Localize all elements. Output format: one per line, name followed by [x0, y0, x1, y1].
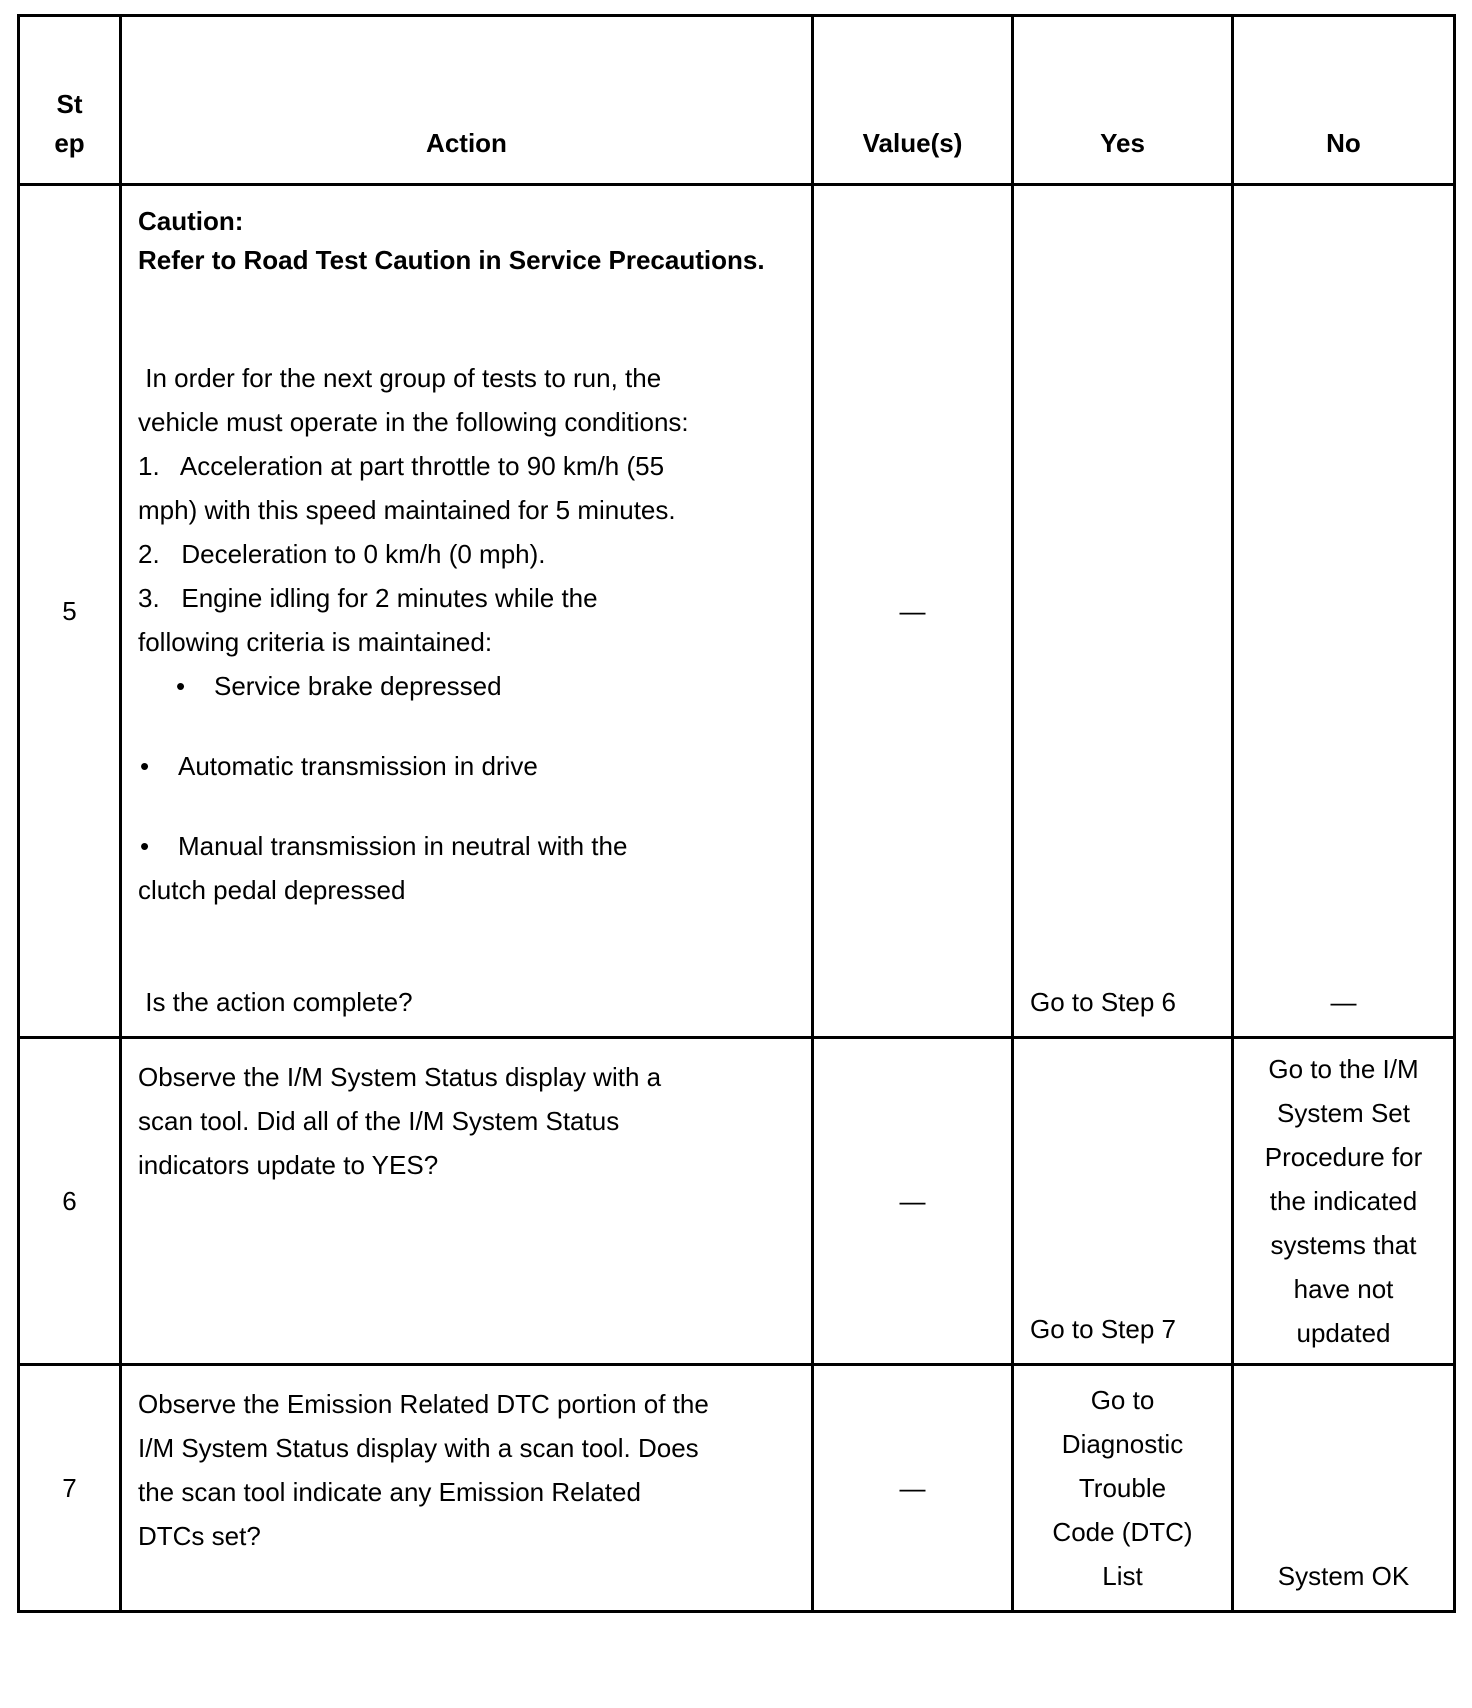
action-cell [121, 1365, 813, 1612]
no-value: — [1330, 987, 1357, 1017]
step-number: 5 [19, 185, 121, 1038]
list-item-3a: 3. Engine idling for 2 minutes while the [138, 583, 598, 613]
no-line-2: System Set [1277, 1098, 1410, 1128]
no-line-7: updated [1296, 1318, 1391, 1348]
yes-line-5: List [1102, 1561, 1143, 1591]
no-value: System OK [1277, 1561, 1410, 1591]
header-yes: Yes [1013, 16, 1233, 185]
value-cell: — [813, 1365, 1013, 1612]
caution-text: Refer to Road Test Caution in Service Precautions. [138, 245, 765, 275]
header-step [19, 16, 121, 185]
no-cell [1233, 1365, 1455, 1612]
question: Is the action complete? [138, 987, 413, 1017]
bullet-icon: • [140, 751, 150, 781]
list-item-3b: following criteria is maintained: [138, 627, 493, 657]
table-row-step-6 [19, 1038, 1455, 1365]
bullet-automatic [138, 744, 803, 788]
bullet-text: Manual transmission in neutral with the [178, 831, 628, 861]
value-cell: — [813, 1038, 1013, 1365]
header-action: Action [121, 16, 813, 185]
table-row-step-7 [19, 1365, 1455, 1612]
no-cell [1233, 185, 1455, 1038]
list-item-1a: 1. Acceleration at part throttle to 90 km/h (55 [138, 451, 665, 481]
header-values: Value(s) [813, 16, 1013, 185]
header-step-line1: St [56, 89, 83, 119]
bullet-text: Service brake depressed [214, 671, 502, 701]
action-line-3: the scan tool indicate any Emission Related [138, 1477, 641, 1507]
header-step-line2: ep [54, 128, 85, 158]
no-line-1: Go to the I/M [1268, 1054, 1419, 1084]
yes-line-2: Diagnostic [1061, 1429, 1184, 1459]
no-cell [1233, 1038, 1455, 1365]
bullet-manual-continued: clutch pedal depressed [138, 875, 406, 905]
bullet-icon: • [176, 671, 186, 701]
bullet-icon: • [140, 831, 150, 861]
action-cell [121, 185, 813, 1038]
header-no: No [1233, 16, 1455, 185]
action-cell [121, 1038, 813, 1365]
list-item-1b: mph) with this speed maintained for 5 minutes. [138, 495, 676, 525]
bullet-manual [138, 824, 803, 868]
intro-line-1: In order for the next group of tests to run, the [138, 363, 662, 393]
no-line-6: have not [1293, 1274, 1394, 1304]
intro-line-2: vehicle must operate in the following conditions: [138, 407, 689, 437]
action-line-4: DTCs set? [138, 1521, 261, 1551]
action-line-1: Observe the Emission Related DTC portion of the [138, 1389, 709, 1419]
yes-line-1: Go to [1090, 1385, 1155, 1415]
action-line-1: Observe the I/M System Status display with a [138, 1062, 662, 1092]
yes-cell [1013, 1365, 1233, 1612]
caution-title: Caution: [138, 206, 244, 236]
bullet-service-brake [138, 664, 803, 708]
no-line-5: systems that [1270, 1230, 1417, 1260]
yes-line-4: Code (DTC) [1052, 1517, 1193, 1547]
diagnostic-steps-table [17, 14, 1456, 1613]
no-line-4: the indicated [1269, 1186, 1418, 1216]
step-number: 7 [19, 1365, 121, 1612]
header-row [19, 16, 1455, 185]
table-row-step-5 [19, 185, 1455, 1038]
value-cell: — [813, 185, 1013, 1038]
action-line-2: scan tool. Did all of the I/M System Status [138, 1106, 620, 1136]
yes-cell: Go to Step 7 [1013, 1038, 1233, 1365]
yes-cell: Go to Step 6 [1013, 185, 1233, 1038]
no-line-3: Procedure for [1264, 1142, 1423, 1172]
bullet-text: Automatic transmission in drive [178, 751, 538, 781]
list-item-2: 2. Deceleration to 0 km/h (0 mph). [138, 539, 546, 569]
yes-line-3: Trouble [1078, 1473, 1167, 1503]
action-line-3: indicators update to YES? [138, 1150, 439, 1180]
step-number: 6 [19, 1038, 121, 1365]
action-line-2: I/M System Status display with a scan tool. Does [138, 1433, 699, 1463]
